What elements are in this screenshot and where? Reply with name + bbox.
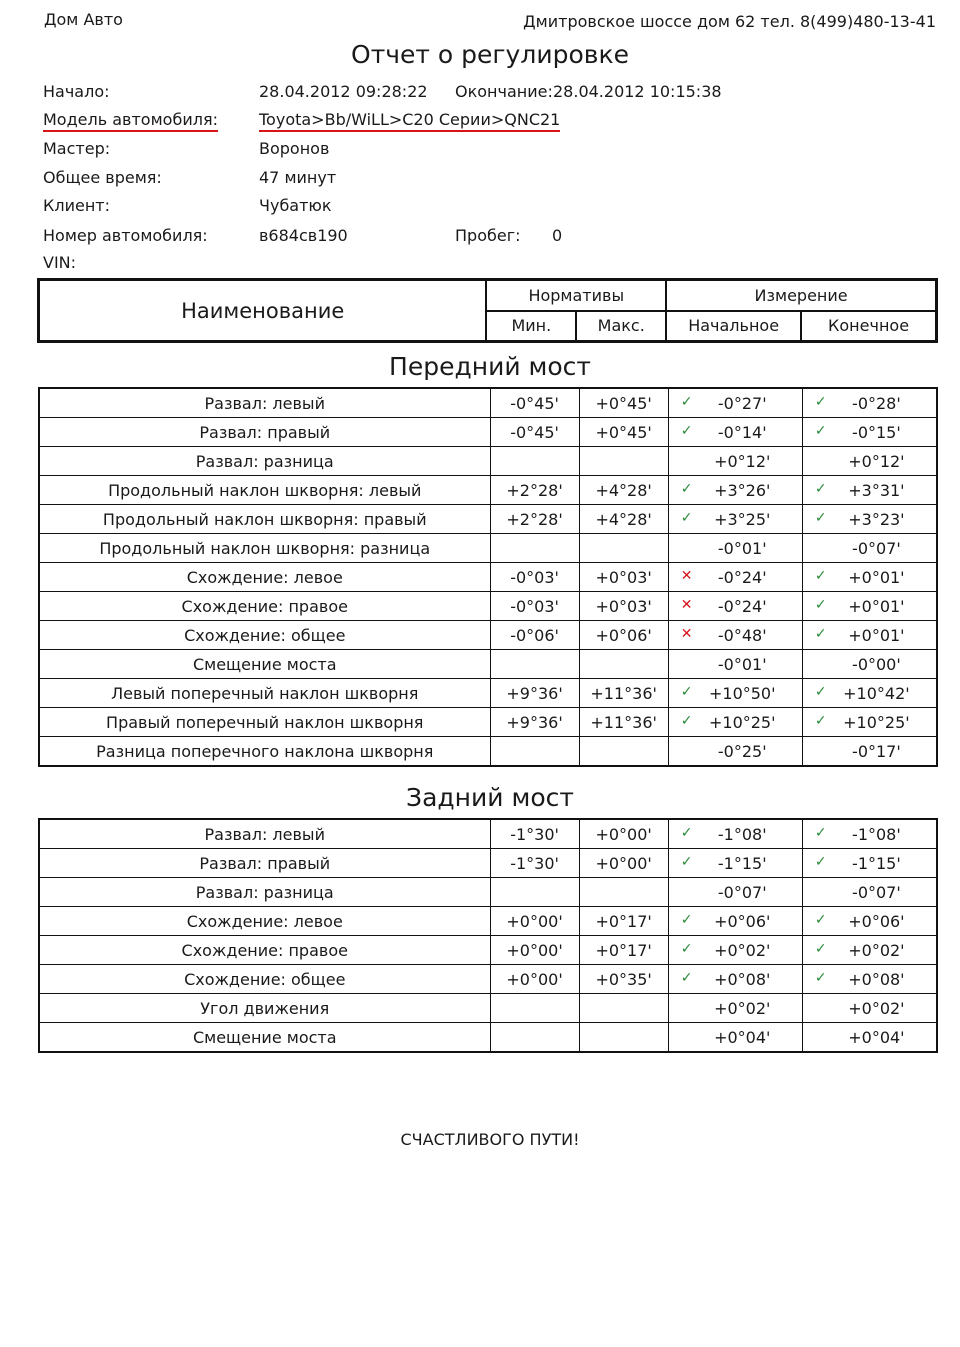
initial-header: Начальное: [666, 311, 801, 342]
row-min: [490, 650, 579, 679]
footer-message: СЧАСТЛИВОГО ПУТИ!: [400, 1130, 580, 1149]
row-max: +11°36': [579, 679, 668, 708]
row-max: [579, 534, 668, 563]
measurement-value: +0°01': [848, 567, 905, 587]
measurement-value: +0°01': [848, 625, 905, 645]
row-min: +2°28': [490, 476, 579, 505]
row-min: -1°30': [490, 819, 579, 849]
row-final: [802, 388, 937, 418]
row-initial: [668, 447, 802, 476]
row-max: +0°00': [579, 849, 668, 878]
table-row: [39, 819, 937, 849]
row-max: [579, 1023, 668, 1053]
max-header: Макс.: [576, 311, 666, 342]
check-icon: ✓: [680, 912, 693, 928]
company-address: Дмитровское шоссе дом 62 тел. 8(499)480-13-41: [523, 12, 936, 31]
check-icon: ✓: [814, 626, 827, 642]
row-initial: [668, 563, 802, 592]
row-initial: [668, 819, 802, 849]
mileage-value: 0: [552, 226, 563, 245]
rear-axle-title: Задний мост: [406, 783, 574, 812]
company-name: Дом Авто: [44, 10, 123, 29]
row-min: +2°28': [490, 505, 579, 534]
measurement-value: -0°00': [852, 654, 901, 674]
table-row: [39, 1023, 937, 1053]
cross-icon: ✕: [680, 626, 693, 642]
row-max: +0°06': [579, 621, 668, 650]
row-name: Правый поперечный наклон шкворня: [39, 708, 490, 737]
row-min: [490, 994, 579, 1023]
end-value: 28.04.2012 10:15:38: [553, 82, 722, 101]
row-min: [490, 447, 579, 476]
row-min: -1°30': [490, 849, 579, 878]
row-name: Схождение: левое: [39, 907, 490, 936]
table-row: [39, 849, 937, 878]
row-max: +0°17': [579, 936, 668, 965]
check-icon: ✓: [814, 568, 827, 584]
row-min: [490, 737, 579, 767]
measurement-value: -0°25': [717, 741, 767, 761]
cross-icon: ✕: [680, 568, 693, 584]
master-label: Мастер:: [43, 139, 111, 158]
row-initial: [668, 621, 802, 650]
check-icon: ✓: [814, 481, 827, 497]
measurement-value: +3°23': [848, 509, 905, 529]
table-row: [39, 592, 937, 621]
row-final: [802, 505, 937, 534]
row-name: Смещение моста: [39, 650, 490, 679]
row-final: [802, 476, 937, 505]
start-value: 28.04.2012 09:28:22: [259, 82, 428, 101]
model-value: [259, 110, 560, 129]
row-name: Продольный наклон шкворня: левый: [39, 476, 490, 505]
measurement-value: +0°12': [714, 451, 771, 471]
row-initial: [668, 849, 802, 878]
row-min: +0°00': [490, 936, 579, 965]
row-max: [579, 878, 668, 907]
time-value: 47 минут: [259, 168, 337, 187]
row-final: [802, 650, 937, 679]
row-final: [802, 418, 937, 447]
row-initial: [668, 418, 802, 447]
measurement-value: -0°24': [717, 596, 767, 616]
check-icon: ✓: [680, 394, 693, 410]
start-label: Начало:: [43, 82, 110, 101]
row-max: +0°03': [579, 592, 668, 621]
measurement-value: -1°08': [717, 824, 767, 844]
row-max: +11°36': [579, 708, 668, 737]
check-icon: ✓: [814, 394, 827, 410]
row-min: -0°03': [490, 592, 579, 621]
row-max: +0°45': [579, 418, 668, 447]
measurement-value: +0°08': [848, 969, 905, 989]
measurement-value: +3°31': [848, 480, 905, 500]
row-initial: [668, 388, 802, 418]
row-min: [490, 1023, 579, 1053]
measurement-value: -0°01': [717, 654, 767, 674]
table-row: [39, 936, 937, 965]
client-label: Клиент:: [43, 196, 110, 215]
row-min: [490, 878, 579, 907]
cross-icon: ✕: [680, 597, 693, 613]
measurement-value: -1°15': [717, 853, 767, 873]
row-name: Схождение: общее: [39, 621, 490, 650]
row-max: +0°17': [579, 907, 668, 936]
table-row: [39, 388, 937, 418]
row-final: [802, 679, 937, 708]
master-value: Воронов: [259, 139, 330, 158]
row-max: +4°28': [579, 505, 668, 534]
model-label-text: Модель автомобиля:: [43, 110, 218, 132]
row-min: -0°45': [490, 418, 579, 447]
row-initial: [668, 708, 802, 737]
row-name: Развал: разница: [39, 447, 490, 476]
row-final: [802, 534, 937, 563]
row-min: +0°00': [490, 907, 579, 936]
min-header: Мин.: [486, 311, 576, 342]
check-icon: ✓: [814, 825, 827, 841]
row-name: Развал: правый: [39, 849, 490, 878]
measurement-value: +0°02': [714, 940, 771, 960]
measurement-value: +10°25': [843, 712, 910, 732]
row-initial: [668, 1023, 802, 1053]
measurement-value: -0°48': [717, 625, 767, 645]
measurement-value: +0°01': [848, 596, 905, 616]
row-initial: [668, 737, 802, 767]
row-name: Левый поперечный наклон шкворня: [39, 679, 490, 708]
measurement-value: +0°06': [714, 911, 771, 931]
row-min: +9°36': [490, 679, 579, 708]
measurement-value: +0°02': [714, 998, 771, 1018]
row-final: [802, 737, 937, 767]
table-row: [39, 621, 937, 650]
end-label: Окончание:: [455, 82, 553, 101]
row-min: +9°36': [490, 708, 579, 737]
row-initial: [668, 476, 802, 505]
row-max: +0°45': [579, 388, 668, 418]
check-icon: ✓: [680, 825, 693, 841]
row-max: [579, 650, 668, 679]
row-name: Разница поперечного наклона шкворня: [39, 737, 490, 767]
measurement-value: +3°25': [714, 509, 771, 529]
table-row: [39, 476, 937, 505]
final-header: Конечное: [801, 311, 936, 342]
mileage-label: Пробег:: [455, 226, 521, 245]
row-final: [802, 592, 937, 621]
measurement-value: -0°14': [717, 422, 767, 442]
check-icon: ✓: [680, 423, 693, 439]
row-max: +0°35': [579, 965, 668, 994]
row-min: +0°00': [490, 965, 579, 994]
row-final: [802, 994, 937, 1023]
row-final: [802, 936, 937, 965]
row-initial: [668, 965, 802, 994]
row-name: Схождение: правое: [39, 592, 490, 621]
row-max: [579, 447, 668, 476]
row-name: Развал: правый: [39, 418, 490, 447]
check-icon: ✓: [680, 941, 693, 957]
check-icon: ✓: [814, 970, 827, 986]
row-initial: [668, 907, 802, 936]
check-icon: ✓: [814, 597, 827, 613]
table-row: [39, 737, 937, 767]
check-icon: ✓: [680, 854, 693, 870]
row-final: [802, 1023, 937, 1053]
check-icon: ✓: [680, 510, 693, 526]
table-row: [39, 534, 937, 563]
table-row: [39, 907, 937, 936]
row-final: [802, 563, 937, 592]
row-initial: [668, 679, 802, 708]
check-icon: ✓: [814, 941, 827, 957]
plate-value: в684св190: [259, 226, 348, 245]
plate-label: Номер автомобиля:: [43, 226, 208, 245]
measurement-value: +0°02': [848, 998, 905, 1018]
row-name: Схождение: общее: [39, 965, 490, 994]
row-name: Продольный наклон шкворня: правый: [39, 505, 490, 534]
row-initial: [668, 505, 802, 534]
row-name: Развал: левый: [39, 819, 490, 849]
measurement-value: -0°07': [852, 538, 901, 558]
row-name: Угол движения: [39, 994, 490, 1023]
model-label: [43, 110, 218, 129]
table-row: [39, 679, 937, 708]
model-value-text: Toyota>Bb/WiLL>C20 Серии>QNC21: [259, 110, 560, 132]
row-max: +0°03': [579, 563, 668, 592]
table-row: [39, 447, 937, 476]
row-name: Развал: разница: [39, 878, 490, 907]
check-icon: ✓: [814, 713, 827, 729]
check-icon: ✓: [814, 912, 827, 928]
row-max: [579, 737, 668, 767]
row-name: Смещение моста: [39, 1023, 490, 1053]
measurement-value: -1°15': [852, 853, 901, 873]
measurement-value: +0°06': [848, 911, 905, 931]
measurement-value: -0°24': [717, 567, 767, 587]
row-final: [802, 621, 937, 650]
measurement-value: +10°42': [843, 683, 910, 703]
table-header: [37, 278, 938, 343]
client-value: Чубатюк: [259, 196, 332, 215]
row-min: -0°45': [490, 388, 579, 418]
measurement-value: -0°01': [717, 538, 767, 558]
measurement-value: +0°12': [848, 451, 905, 471]
check-icon: ✓: [814, 854, 827, 870]
front-axle-table: [38, 387, 938, 767]
row-final: [802, 708, 937, 737]
measurement-value: -0°27': [717, 393, 767, 413]
row-initial: [668, 994, 802, 1023]
check-icon: ✓: [814, 684, 827, 700]
measurement-value: -1°08': [852, 824, 901, 844]
measurement-value: -0°07': [852, 882, 901, 902]
row-initial: [668, 592, 802, 621]
norms-header: Нормативы: [486, 280, 666, 311]
measurement-value: -0°28': [852, 393, 901, 413]
table-row: [39, 994, 937, 1023]
measurement-value: -0°07': [717, 882, 767, 902]
row-initial: [668, 936, 802, 965]
report-title: Отчет о регулировке: [351, 40, 629, 69]
row-max: +4°28': [579, 476, 668, 505]
measurement-value: +3°26': [714, 480, 771, 500]
row-final: [802, 965, 937, 994]
check-icon: ✓: [680, 970, 693, 986]
row-final: [802, 447, 937, 476]
row-final: [802, 907, 937, 936]
row-min: [490, 534, 579, 563]
measurement-value: +10°25': [708, 712, 776, 732]
table-row: [39, 563, 937, 592]
row-max: [579, 994, 668, 1023]
measurement-value: +0°04': [848, 1027, 905, 1047]
row-initial: [668, 878, 802, 907]
row-name: Схождение: правое: [39, 936, 490, 965]
measurement-value: +10°50': [708, 683, 776, 703]
row-name: Схождение: левое: [39, 563, 490, 592]
front-axle-title: Передний мост: [389, 352, 591, 381]
measurement-value: +0°02': [848, 940, 905, 960]
table-row: [39, 708, 937, 737]
measurement-value: -0°17': [852, 741, 901, 761]
check-icon: ✓: [814, 423, 827, 439]
measurement-value: -0°15': [852, 422, 901, 442]
check-icon: ✓: [680, 713, 693, 729]
measurement-value: +0°08': [714, 969, 771, 989]
row-final: [802, 878, 937, 907]
measurement-header: Измерение: [666, 280, 936, 311]
check-icon: ✓: [680, 481, 693, 497]
row-initial: [668, 650, 802, 679]
table-row: [39, 965, 937, 994]
row-name: Продольный наклон шкворня: разница: [39, 534, 490, 563]
table-row: [39, 878, 937, 907]
table-row: [39, 418, 937, 447]
row-initial: [668, 534, 802, 563]
row-min: -0°06': [490, 621, 579, 650]
name-column-header: Наименование: [39, 280, 487, 342]
check-icon: ✓: [814, 510, 827, 526]
vin-label: VIN:: [43, 253, 77, 272]
row-min: -0°03': [490, 563, 579, 592]
row-name: Развал: левый: [39, 388, 490, 418]
table-row: [39, 505, 937, 534]
measurement-value: +0°04': [714, 1027, 771, 1047]
table-row: [39, 650, 937, 679]
time-label: Общее время:: [43, 168, 162, 187]
check-icon: ✓: [680, 684, 693, 700]
row-max: +0°00': [579, 819, 668, 849]
row-final: [802, 849, 937, 878]
row-final: [802, 819, 937, 849]
rear-axle-table: [38, 818, 938, 1053]
